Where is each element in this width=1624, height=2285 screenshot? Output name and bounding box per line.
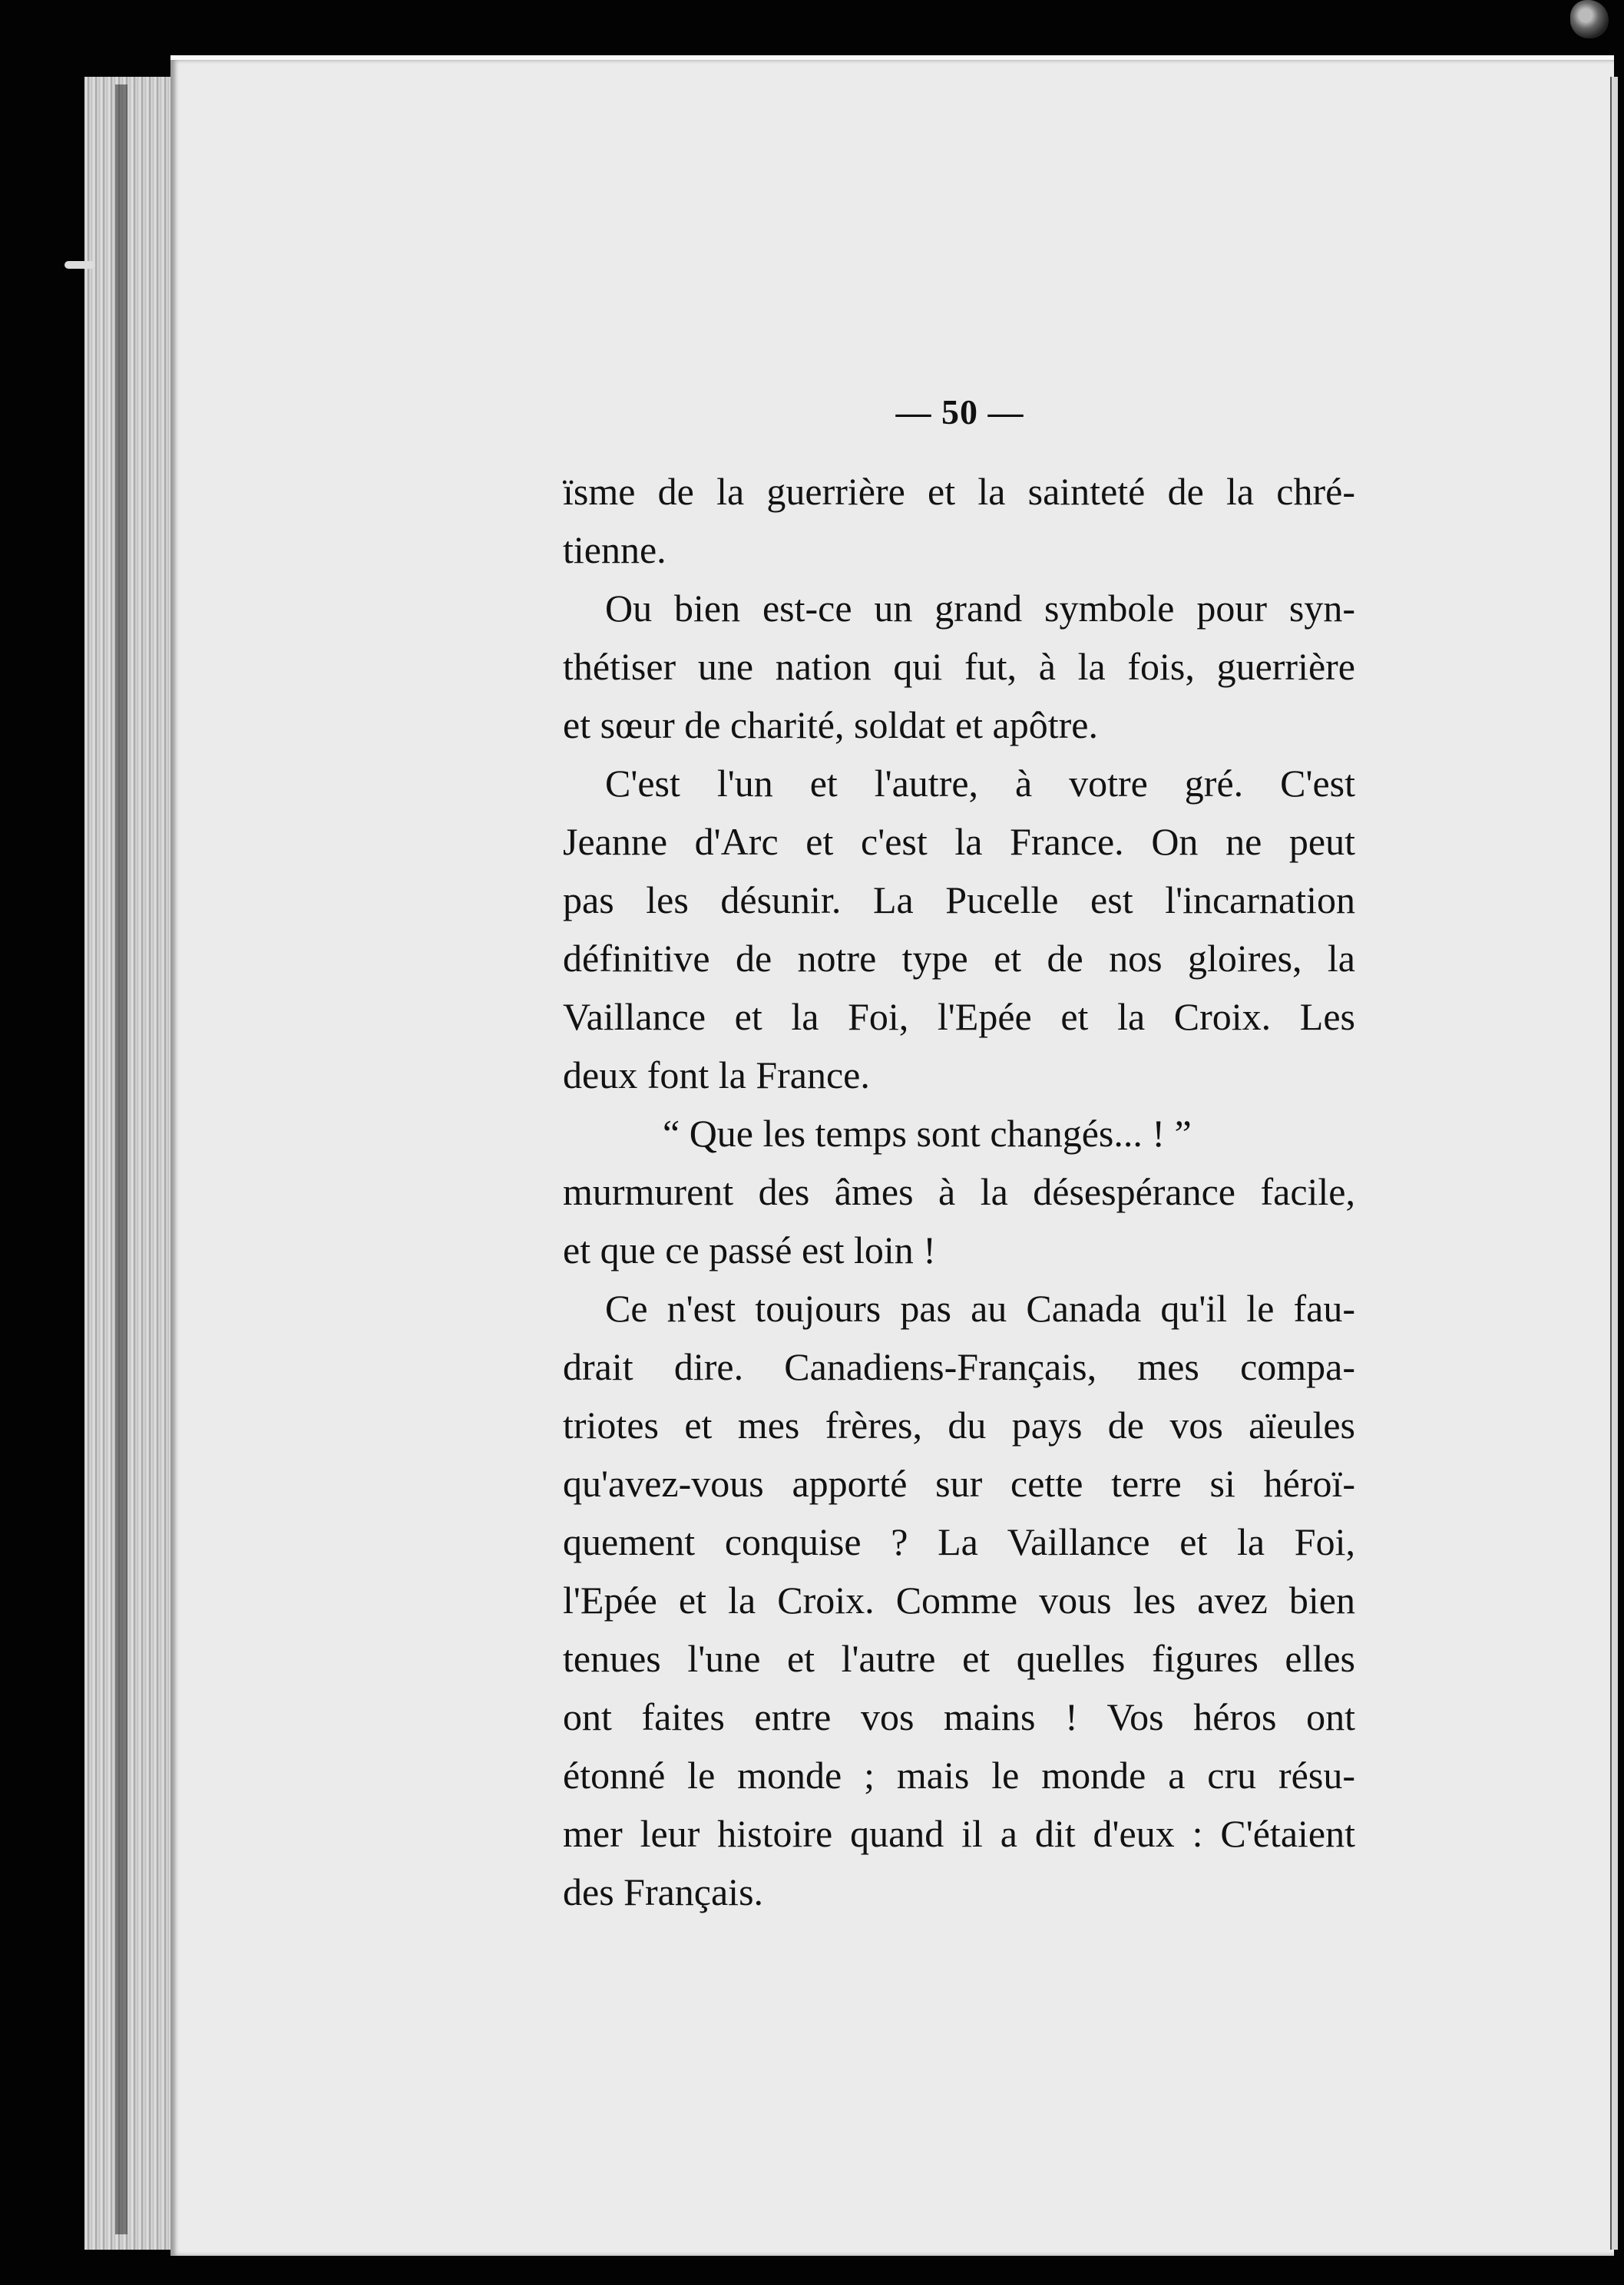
text-line: Ou bien est-ce un grand symbole pour syn- — [605, 587, 1355, 630]
scan-artifact — [1570, 0, 1609, 38]
text-line: drait dire. Canadiens-Français, mes compa- — [563, 1345, 1355, 1388]
text-line: tienne. — [563, 528, 666, 571]
text-line: thétiser une nation qui fut, à la fois, guerrière — [563, 645, 1355, 688]
text-line: Jeanne d'Arc et c'est la France. On ne peut — [563, 820, 1355, 863]
book-gutter-shadow — [115, 84, 127, 2234]
text-line: ïsme de la guerrière et la sainteté de la chré- — [563, 470, 1355, 513]
text-line: pas les désunir. La Pucelle est l'incarnation — [563, 878, 1355, 921]
text-line: et que ce passé est loin ! — [563, 1228, 936, 1271]
text-line: des Français. — [563, 1870, 764, 1913]
text-line: mer leur histoire quand il a dit d'eux : C'étaient — [563, 1812, 1355, 1855]
book-page-edges — [84, 77, 177, 2250]
text-line: définitive de notre type et de nos gloires, la — [563, 937, 1355, 980]
text-line: “ Que les temps sont changés... ! ” — [663, 1112, 1192, 1155]
page-body-text — [563, 462, 1355, 1921]
text-line: qu'avez-vous apporté sur cette terre si héroï- — [563, 1462, 1355, 1505]
text-line: C'est l'un et l'autre, à votre gré. C'est — [605, 762, 1355, 805]
text-line: Ce n'est toujours pas au Canada qu'il le fau- — [605, 1287, 1355, 1330]
text-line: deux font la France. — [563, 1053, 870, 1096]
text-line: et sœur de charité, soldat et apôtre. — [563, 703, 1098, 746]
text-line: étonné le monde ; mais le monde a cru résu- — [563, 1754, 1355, 1797]
scan-mark — [64, 261, 95, 269]
text-line: quement conquise ? La Vaillance et la Foi, — [563, 1520, 1355, 1563]
text-line: Vaillance et la Foi, l'Epée et la Croix. Les — [563, 995, 1355, 1038]
text-line: tenues l'une et l'autre et quelles figures elles — [563, 1637, 1355, 1680]
text-line: triotes et mes frères, du pays de vos aïeules — [563, 1404, 1355, 1447]
page-right-edge — [1610, 77, 1618, 2250]
text-line: l'Epée et la Croix. Comme vous les avez bien — [563, 1579, 1355, 1622]
text-line: murmurent des âmes à la désespérance facile, — [563, 1170, 1355, 1213]
page-number: — 50 — — [895, 392, 1024, 432]
text-line: ont faites entre vos mains ! Vos héros ont — [563, 1695, 1355, 1738]
